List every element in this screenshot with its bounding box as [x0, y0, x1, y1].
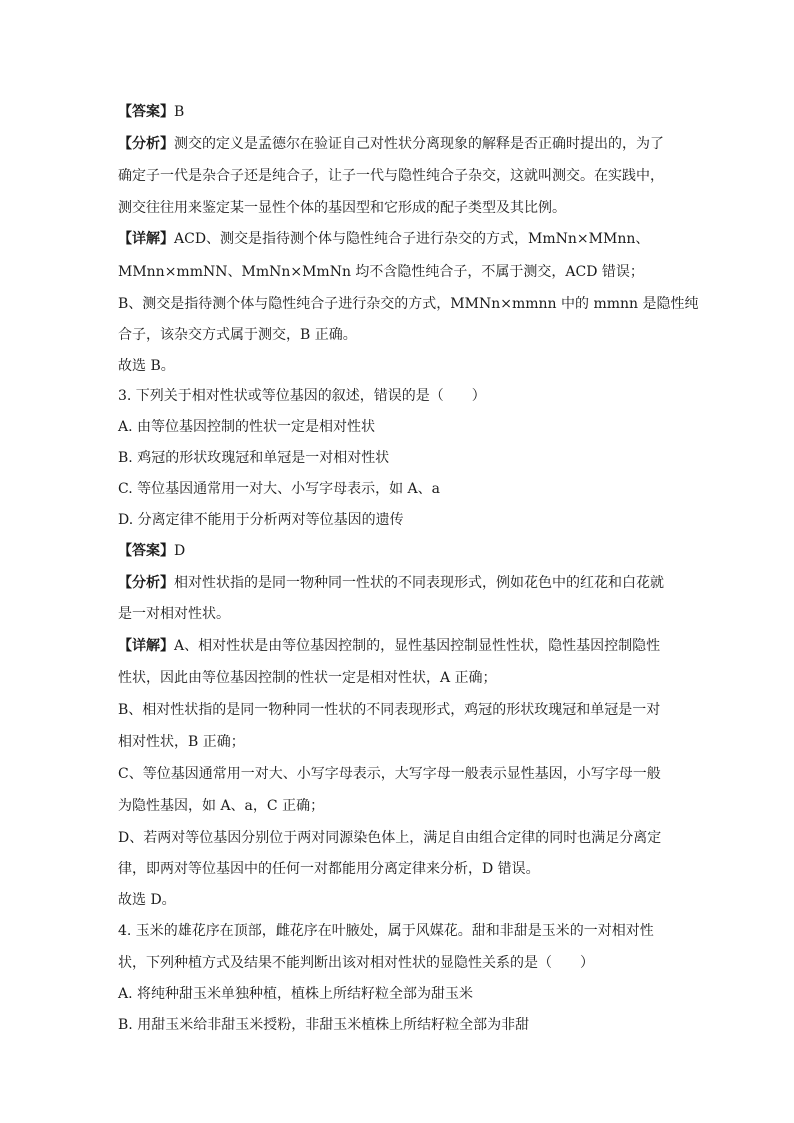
q2-detail-line-2: MMnn×mmNN、MmNn×MmNn 均不含隐性纯合子，不属于测交，ACD 错误； — [118, 264, 644, 280]
q3-option-c: C. 等位基因通常用一对大、小写字母表示，如 A、a — [118, 481, 441, 497]
q3-analysis-line-1 — [118, 573, 678, 593]
q2-analysis-line-3: 测交往往用来鉴定某一显性个体的基因型和它形成的配子类型及其比例。 — [118, 200, 566, 216]
q3-detail-line-1 — [118, 636, 678, 656]
q3-answer-line — [118, 541, 678, 561]
q3-option-d: D. 分离定律不能用于分析两对等位基因的遗传 — [118, 512, 404, 528]
q3-detail-line-2: 性状，因此由等位基因控制的性状一定是相对性状，A 正确； — [118, 670, 497, 686]
q2-analysis-line-1 — [118, 134, 678, 154]
q2-conclusion: 故选 B。 — [118, 358, 175, 374]
q2-detail-line-3: B、测交是指待测个体与隐性纯合子进行杂交的方式，MMNn×mmnn 中的 mmnn 是隐性纯 — [118, 296, 699, 312]
analysis-text: 相对性状指的是同一物种同一性状的不同表现形式，例如花色中的红花和白花就 — [174, 575, 664, 591]
q3-analysis-line-2: 是一对相对性状。 — [118, 606, 230, 622]
q3-conclusion: 故选 D。 — [118, 892, 176, 908]
detail-tag: 【详解】 — [118, 638, 174, 654]
detail-text: ACD、测交是指待测个体与隐性纯合子进行杂交的方式，MmNn×MMnn、 — [174, 231, 650, 247]
q4-option-a: A. 将纯种甜玉米单独种植，植株上所结籽粒全部为甜玉米 — [118, 986, 474, 1002]
detail-tag: 【详解】 — [118, 231, 174, 247]
answer-value: D — [174, 543, 186, 559]
q2-analysis-line-2: 确定子一代是杂合子还是纯合子，让子一代与隐性纯合子杂交，这就叫测交。在实践中， — [118, 168, 664, 184]
answer-tag: 【答案】 — [118, 543, 174, 559]
q3-stem: 3. 下列关于相对性状或等位基因的叙述，错误的是（ ） — [118, 388, 486, 404]
answer-tag: 【答案】 — [118, 104, 174, 120]
q4-option-b: B. 用甜玉米给非甜玉米授粉，非甜玉米植株上所结籽粒全部为非甜 — [118, 1017, 530, 1033]
q3-detail-line-5: C、等位基因通常用一对大、小写字母表示，大写字母一般表示显性基因，小写字母一般 — [118, 766, 661, 782]
answer-value: B — [174, 104, 185, 120]
detail-text: A、相对性状是由等位基因控制的，显性基因控制显性性状，隐性基因控制隐性 — [174, 638, 661, 654]
analysis-tag: 【分析】 — [118, 575, 174, 591]
q2-detail-line-1 — [118, 229, 678, 249]
q3-option-a: A. 由等位基因控制的性状一定是相对性状 — [118, 419, 376, 435]
q3-option-b: B. 鸡冠的形状玫瑰冠和单冠是一对相对性状 — [118, 450, 390, 466]
q3-detail-line-4: 相对性状，B 正确； — [118, 734, 245, 750]
q3-detail-line-8: 律，即两对等位基因中的任何一对都能用分离定律来分析，D 错误。 — [118, 861, 540, 877]
q3-detail-line-7: D、若两对等位基因分别位于两对同源染色体上，满足自由组合定律的同时也满足分离定 — [118, 830, 662, 846]
q3-detail-line-3: B、相对性状指的是同一物种同一性状的不同表现形式，鸡冠的形状玫瑰冠和单冠是一对 — [118, 702, 661, 718]
q3-detail-line-6: 为隐性基因，如 A、a，C 正确； — [118, 798, 325, 814]
q2-detail-line-4: 合子，该杂交方式属于测交，B 正确。 — [118, 327, 357, 343]
analysis-text: 测交的定义是孟德尔在验证自己对性状分离现象的解释是否正确时提出的，为了 — [174, 136, 664, 152]
analysis-tag: 【分析】 — [118, 136, 174, 152]
q2-answer-line — [118, 102, 678, 122]
q4-stem-line-2: 状，下列种植方式及结果不能判断出该对相对性状的显隐性关系的是（ ） — [118, 955, 594, 971]
q4-stem-line-1: 4. 玉米的雄花序在顶部，雌花序在叶腋处，属于风媒花。甜和非甜是玉米的一对相对性 — [118, 923, 654, 939]
